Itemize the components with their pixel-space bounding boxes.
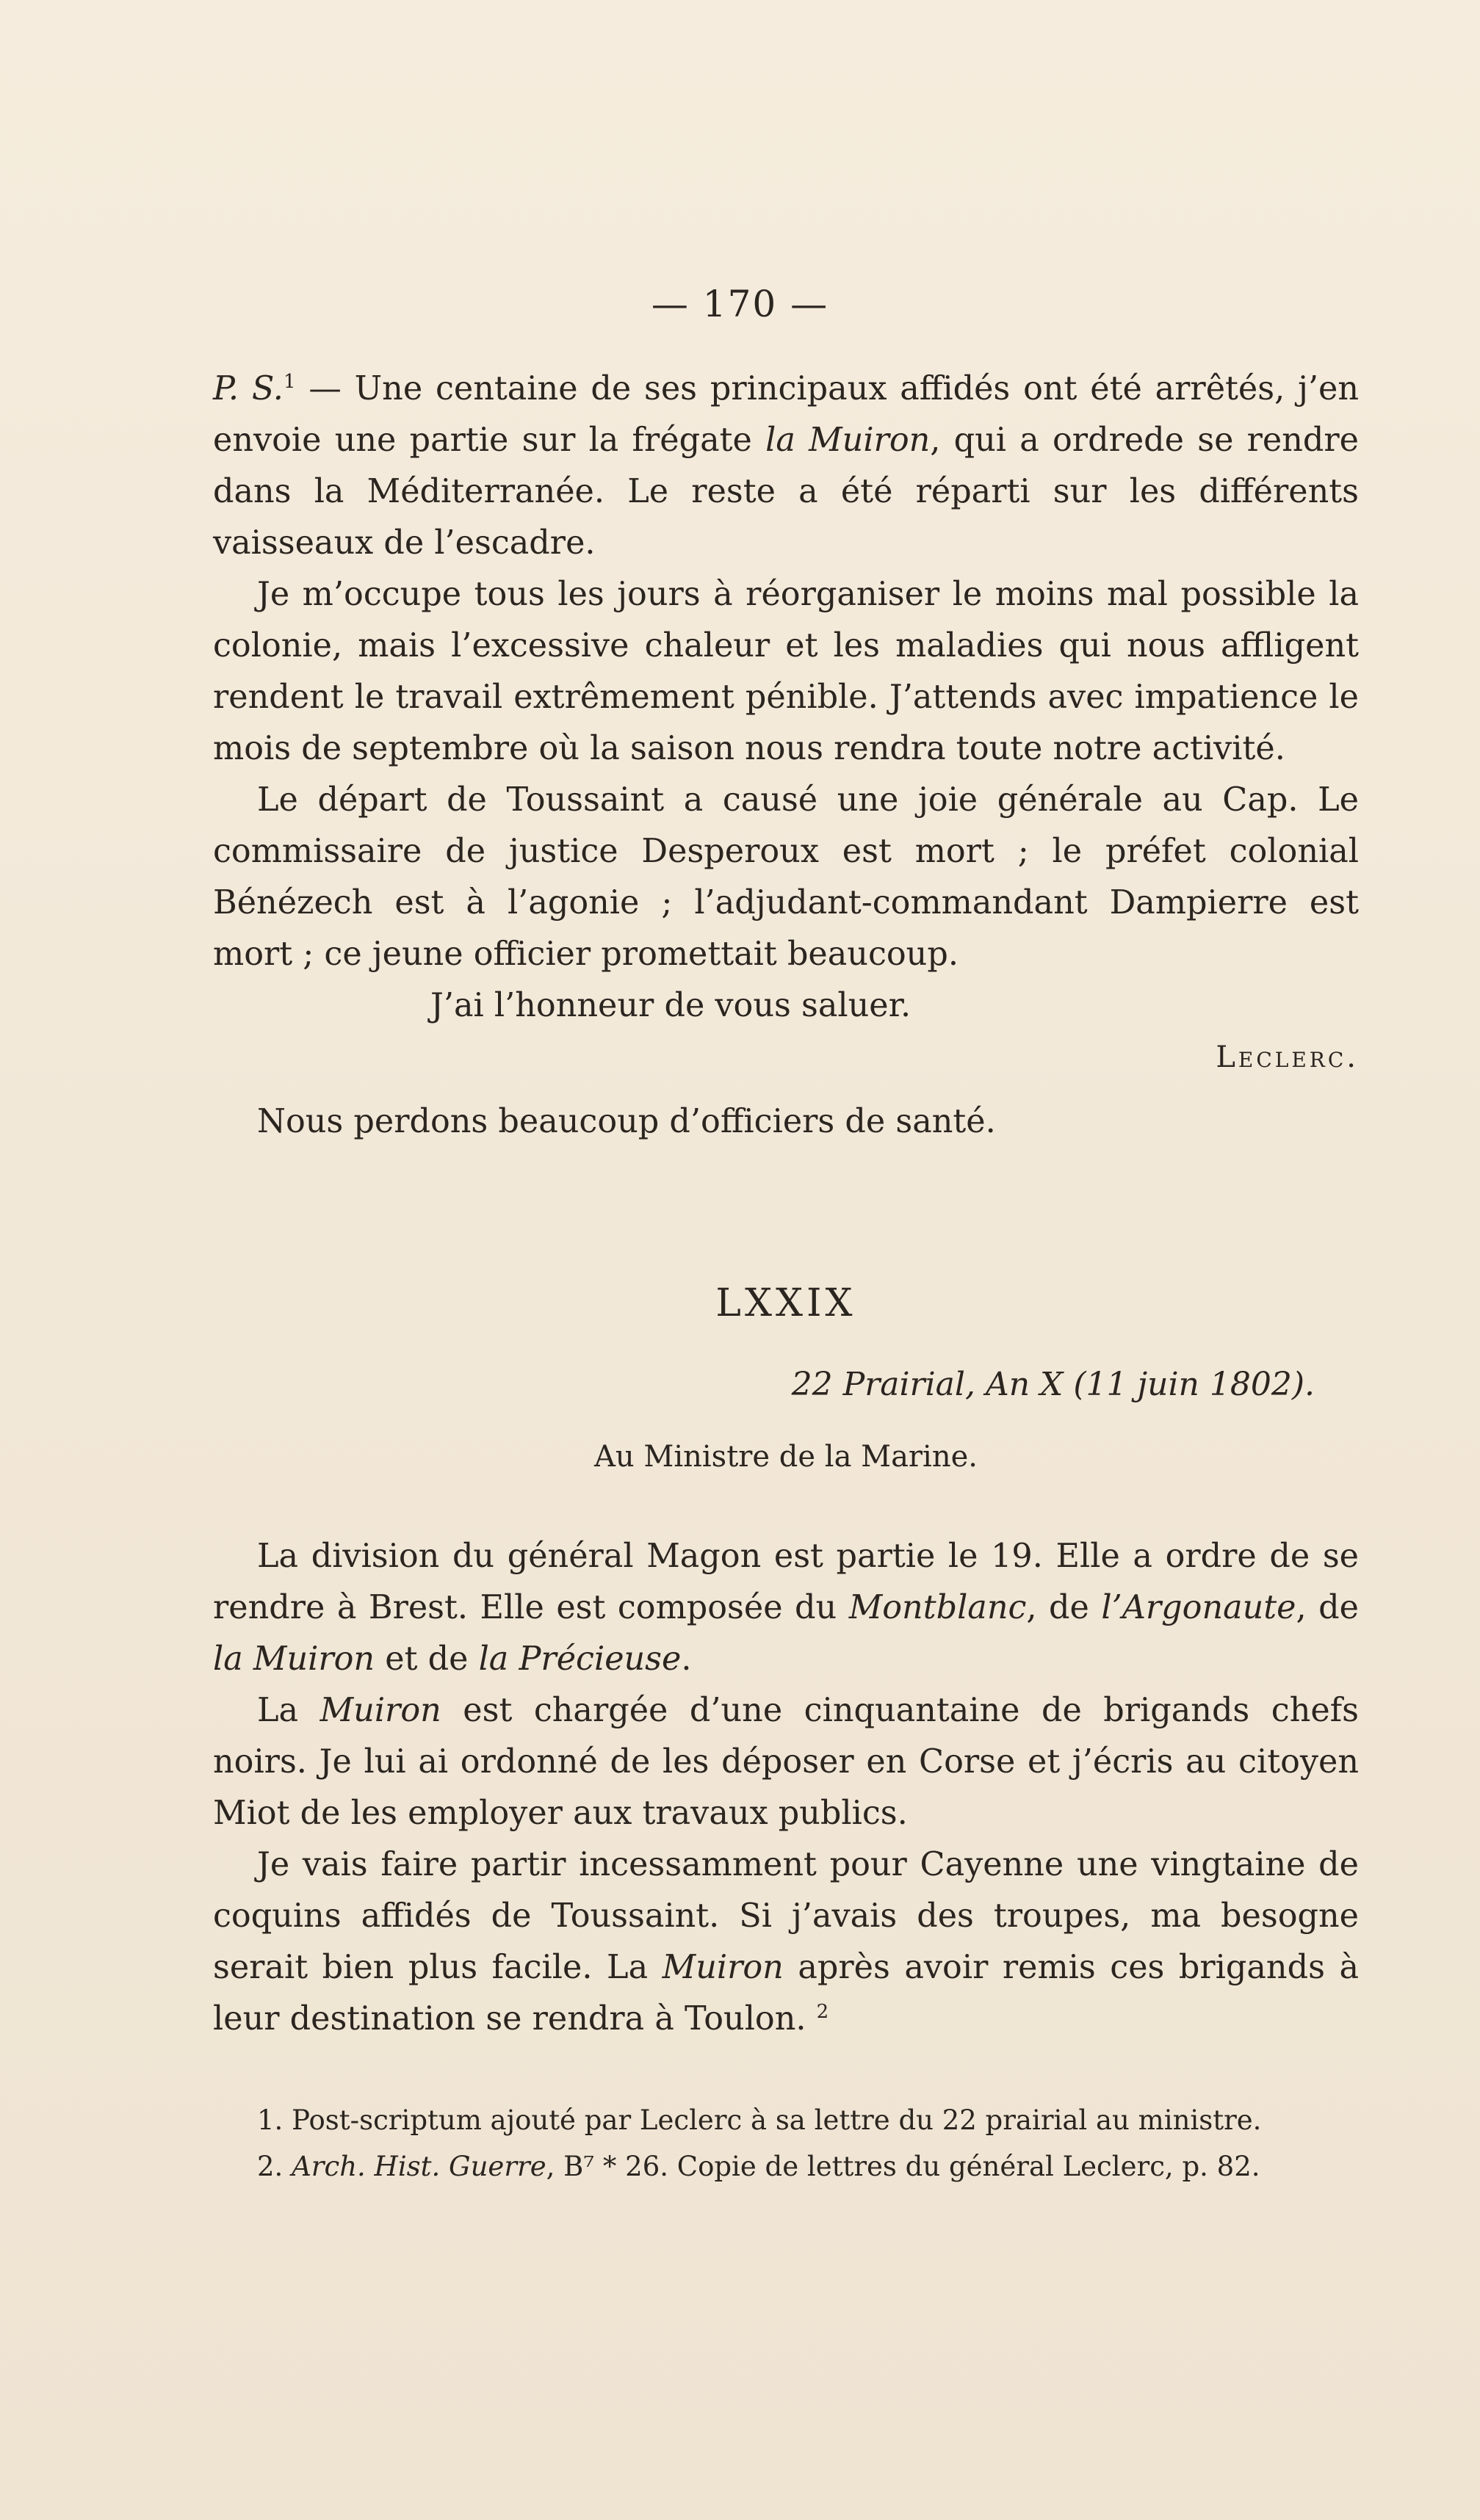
ship-name: la Muiron xyxy=(213,1640,375,1678)
page-number: — 170 — xyxy=(651,283,829,325)
footnote-ref-1[interactable]: 1 xyxy=(283,371,296,394)
footnote-2: 2. Arch. Hist. Guerre, B⁷ * 26. Copie de lettres du général Leclerc, p. 82. xyxy=(257,2151,1260,2182)
archive-source: Arch. Hist. Guerre xyxy=(292,2151,546,2182)
postscript-paragraph: P. S.$^1$ — Une centaine de ses principaux affidés ont été arrêtés, j’en envoie une partie sur la frégate la Muiron, qui a ordrede se rendre dans la Méditerranée. Le reste a été réparti sur les différents vaisseaux de l’escadre. xyxy=(213,370,1360,562)
colony-paragraph: Je m’occupe tous les jours à réorganiser le moins mal possible la colonie, mais l’excessive chaleur et les maladies qui nous affligent rendent le travail extrêmement pénible. J’attends avec impatience le mois de septembre où la saison nous rendra toute notre activité. xyxy=(213,576,1359,767)
signature: Leclerc. xyxy=(1216,1040,1359,1074)
footnote-ref-2[interactable]: 2 xyxy=(816,2001,829,2024)
letter-number: LXXIX xyxy=(715,1281,856,1325)
ship-name: Muiron xyxy=(320,1692,441,1729)
letter-body xyxy=(213,1531,1359,2045)
letter-paragraph-2: La Muiron est chargée d’une cinquantaine de brigands chefs noirs. Je lui ai ordonné de les déposer en Corse et j’écris au citoyen Miot de les employer aux travaux publics. xyxy=(213,1692,1359,1832)
letter-date: 22 Prairial, An X (11 juin 1802). xyxy=(791,1366,1315,1403)
toussaint-paragraph: Le départ de Toussaint a causé une joie générale au Cap. Le commissaire de justice Desperoux est mort ; le préfet colonial Bénézech est à l’agonie ; l’adjudant-commandant Dampierre est mort ; ce jeune officier promettait beaucoup. xyxy=(213,781,1359,973)
letter-paragraph-3: Je vais faire partir incessamment pour Cayenne une vingtaine de coquins affidés de Toussaint. Si j’avais des troupes, ma besogne serait bien plus facile. La Muiron après avoir remis ces brigands à leur destination se rendra à Toulon. $^2$ xyxy=(213,1846,1359,2038)
letter-paragraph-1: La division du général Magon est partie le 19. Elle a ordre de se rendre à Brest. Elle est composée du Montblanc, de l’Argonaute, de la Muiron et de la Précieuse. xyxy=(213,1538,1359,1678)
footnote-1: 1. Post-scriptum ajouté par Leclerc à sa lettre du 22 prairial au ministre. xyxy=(257,2104,1262,2136)
greeting: J’ai l’honneur de vous saluer. xyxy=(430,987,912,1024)
ship-name: Montblanc xyxy=(848,1589,1027,1626)
ps-label: P. S. xyxy=(213,370,284,408)
second-postscript: Nous perdons beaucoup d’officiers de santé. xyxy=(257,1103,996,1140)
ship-name: Muiron xyxy=(662,1949,784,1986)
ship-name: la Muiron xyxy=(765,421,931,459)
footnotes xyxy=(213,2100,1359,2187)
ship-name: l’Argonaute xyxy=(1101,1589,1296,1626)
letter-addressee: Au Ministre de la Marine. xyxy=(594,1440,978,1474)
ship-name: la Précieuse xyxy=(478,1640,682,1678)
main-text xyxy=(213,363,1359,1148)
letter-heading xyxy=(213,1281,1359,1474)
